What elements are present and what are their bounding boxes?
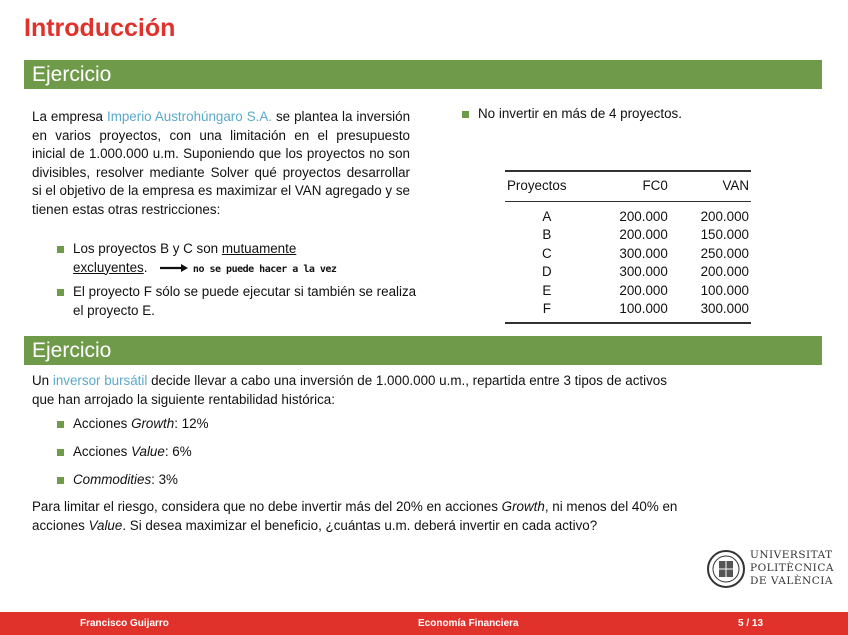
closing-text: . Si desea maximizar el beneficio, ¿cuántas u.m. deberá invertir en cada activo? (122, 517, 598, 533)
cell-project: C (541, 245, 552, 261)
asset-bullet-growth (57, 415, 473, 434)
table-row (505, 245, 751, 263)
statement-text: Un (32, 373, 53, 388)
closing-text: Para limitar el riesgo, considera que no debe invertir más del 20% en acciones (32, 499, 502, 514)
exercise-2-heading: Ejercicio (24, 336, 822, 365)
table-row (505, 202, 751, 227)
bullet-square-icon (57, 449, 64, 456)
cell-fc0: 100.000 (619, 301, 668, 317)
cell-fc0: 200.000 (619, 209, 668, 224)
emphasis-text: Growth (501, 499, 545, 514)
constraint-bullet-3 (462, 105, 818, 124)
bullet-square-icon (57, 421, 64, 428)
cell-fc0: 300.000 (619, 264, 668, 280)
bullet-text: Acciones (73, 416, 132, 431)
statement-text: que han arrojado la siguiente rentabilidad histórica: (32, 391, 335, 407)
exercise-2-closing (32, 498, 822, 535)
cell-van: 200.000 (700, 209, 749, 224)
projects-table (505, 170, 751, 324)
company-name: Imperio Austrohúngaro S.A. (106, 109, 272, 124)
cell-project: D (541, 264, 552, 280)
underlined-text: excluyentes (73, 259, 144, 275)
exercise-1-heading: Ejercicio (24, 60, 822, 89)
footer-author: Francisco Guijarro (80, 618, 169, 629)
emphasis-text: Commodities (73, 472, 152, 487)
emphasis-text: Value (131, 444, 165, 459)
bullet-text: : 3% (151, 472, 178, 487)
table-header-row (505, 171, 751, 202)
logo-text: POLITÈCNICA (750, 562, 834, 574)
footer-bar (0, 612, 848, 635)
cell-fc0: 200.000 (619, 282, 668, 298)
bullet-text: Los proyectos B y C son (73, 241, 222, 256)
bullet-square-icon (462, 111, 469, 118)
statement-text: decide llevar a cabo una inversión de 1.000.000 u.m., repartida entre 3 tipos de activos (147, 373, 667, 388)
cell-project: E (542, 282, 552, 298)
cell-project: A (542, 209, 552, 224)
closing-text: , ni menos del 40% en (544, 499, 678, 514)
cell-van: 300.000 (700, 301, 749, 317)
bullet-text: El proyecto F sólo se puede ejecutar si también se realiza el proyecto E. (73, 284, 417, 318)
logo-text: UNIVERSITAT (750, 549, 833, 561)
logo-text: DE VALÈNCIA (750, 575, 833, 587)
asset-bullet-commodities (57, 471, 473, 490)
header-van: VAN (722, 178, 749, 193)
cell-van: 250.000 (700, 245, 749, 261)
emphasis-text: Value (88, 517, 123, 533)
cell-van: 200.000 (700, 264, 749, 280)
constraint-bullet-1 (57, 240, 433, 279)
table-row (505, 282, 751, 300)
header-fc0: FC0 (642, 178, 668, 193)
arrow-icon (159, 263, 189, 273)
university-seal-icon (706, 548, 746, 590)
bullet-square-icon (57, 246, 64, 253)
bullet-text: . (143, 259, 148, 275)
page-title: Introducción (24, 14, 176, 42)
table-row (505, 263, 751, 281)
bullet-square-icon (57, 289, 64, 296)
exercise-1-statement (32, 108, 410, 219)
exercise-2-statement (32, 372, 822, 409)
table-row (505, 226, 751, 244)
asset-bullet-value (57, 443, 473, 462)
cell-project: B (542, 227, 552, 243)
cell-fc0: 300.000 (619, 245, 668, 261)
investor-term: inversor bursátil (52, 373, 148, 388)
table-row (505, 300, 751, 323)
closing-text: acciones (32, 517, 89, 533)
footer-page-number: 5 / 13 (738, 618, 764, 629)
cell-project: F (542, 301, 551, 317)
emphasis-text: Growth (131, 416, 175, 431)
bullet-text: : 6% (164, 444, 192, 459)
handwritten-note: no se puede hacer a la vez (192, 263, 337, 275)
bullet-text: No invertir en más de 4 proyectos. (478, 106, 682, 121)
statement-text: se plantea la inversión en varios proyectos, con una limitación en el presupuesto inicial de 1.000.000 u.m. Suponiendo que los proyectos no son divisibles, resolver mediante Solver qué proyectos desarrollar si el objetivo de la empresa es maximizar el VAN agregado y se tienen estas otras restricciones: (32, 109, 411, 217)
university-logo (706, 547, 834, 591)
header-projects: Proyectos (507, 178, 567, 193)
statement-text: La empresa (32, 109, 107, 124)
cell-van: 100.000 (700, 282, 749, 298)
footer-course: Economía Financiera (418, 618, 519, 629)
underlined-text: mutuamente (221, 241, 297, 256)
bullet-square-icon (57, 477, 64, 484)
bullet-text: : 12% (174, 416, 209, 431)
bullet-text: Acciones (73, 444, 132, 459)
cell-fc0: 200.000 (619, 227, 668, 243)
cell-van: 150.000 (700, 227, 749, 243)
constraint-bullet-2 (57, 283, 423, 320)
